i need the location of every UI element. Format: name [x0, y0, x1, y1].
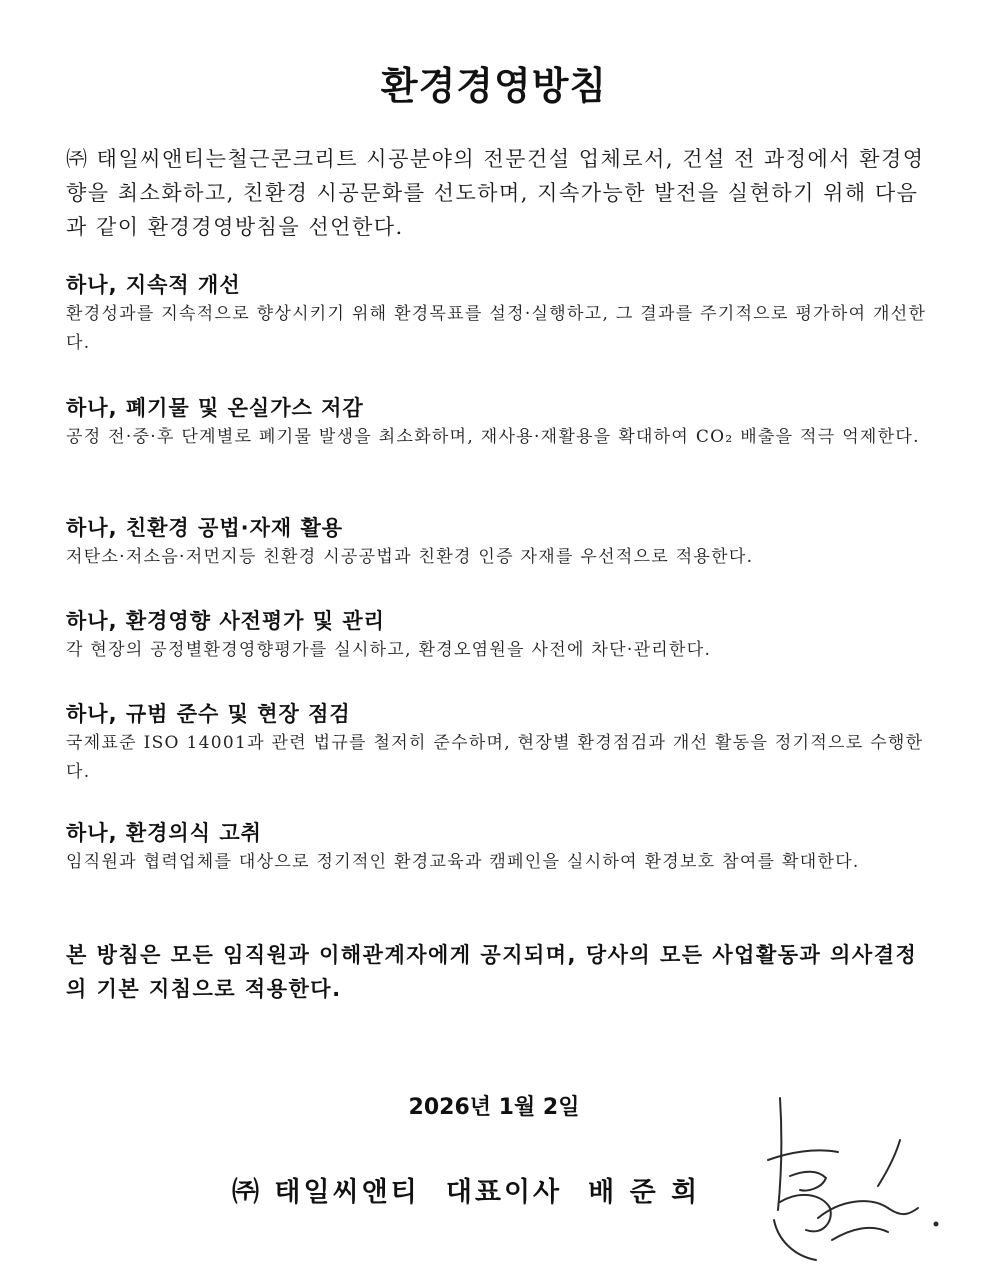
signatory-line — [232, 1170, 700, 1209]
company-name: ㈜ 태일씨앤티 — [232, 1177, 420, 1208]
policy-item-heading: 하나, 규범 준수 및 현장 점검 — [66, 702, 351, 726]
handwritten-signature — [760, 1090, 950, 1270]
closing-statement: 본 방침은 모든 임직원과 이해관계자에게 공지되며, 당사의 모든 사업활동과 의사결정의 기본 지침으로 적용한다. — [66, 943, 918, 1001]
policy-item-body: 각 현장의 공정별환경영향평가를 실시하고, 환경오염원을 사전에 차단·관리한다. — [66, 640, 712, 660]
policy-item-body: 공정 전·중·후 단계별로 폐기물 발생을 최소화하며, 재사용·재활용을 확대하여 CO₂ 배출을 적극 억제한다. — [66, 427, 920, 447]
policy-item-awareness — [66, 818, 936, 877]
policy-item-body: 임직원과 협력업체를 대상으로 정기적인 환경교육과 캠페인을 실시하여 환경보호 참여를 확대한다. — [66, 852, 860, 872]
policy-item-eco-materials — [66, 513, 936, 572]
intro-paragraph: ㈜ 태일씨앤티는철근콘크리트 시공분야의 전문건설 업체로서, 건설 전 과정에서 환경영향을 최소화하고, 친환경 시공문화를 선도하며, 지속가능한 발전을 실현하기 위해 다음과 같이 환경경영방침을 선언한다. — [66, 147, 925, 239]
policy-item-body: 환경성과를 지속적으로 향상시키기 위해 환경목표를 설정·실행하고, 그 결과를 주기적으로 평가하여 개선한다. — [66, 304, 927, 353]
policy-item-compliance — [66, 699, 936, 787]
policy-item-body: 국제표준 ISO 14001과 관련 법규를 철저히 준수하며, 현장별 환경점검과 개선 활동을 정기적으로 수행한다. — [66, 733, 924, 782]
policy-item-heading: 하나, 환경의식 고취 — [66, 821, 262, 845]
page-title: 환경경영방침 — [380, 64, 608, 109]
policy-item-heading: 하나, 환경영향 사전평가 및 관리 — [66, 609, 385, 633]
policy-item-heading: 하나, 지속적 개선 — [66, 273, 241, 297]
signatory-name: 배 준 희 — [588, 1177, 701, 1208]
policy-item-continuous-improvement — [66, 270, 936, 358]
issue-date: 2026년 1월 2일 — [408, 1095, 580, 1120]
policy-item-impact-assessment — [66, 606, 936, 665]
policy-item-waste-reduction — [66, 393, 936, 452]
policy-item-heading: 하나, 폐기물 및 온실가스 저감 — [66, 396, 364, 420]
signatory-position: 대표이사 — [445, 1177, 563, 1208]
policy-item-heading: 하나, 친환경 공법·자재 활용 — [66, 516, 344, 540]
policy-item-body: 저탄소·저소음·저먼지등 친환경 시공공법과 친환경 인증 자재를 우선적으로 적용한다. — [66, 547, 754, 567]
